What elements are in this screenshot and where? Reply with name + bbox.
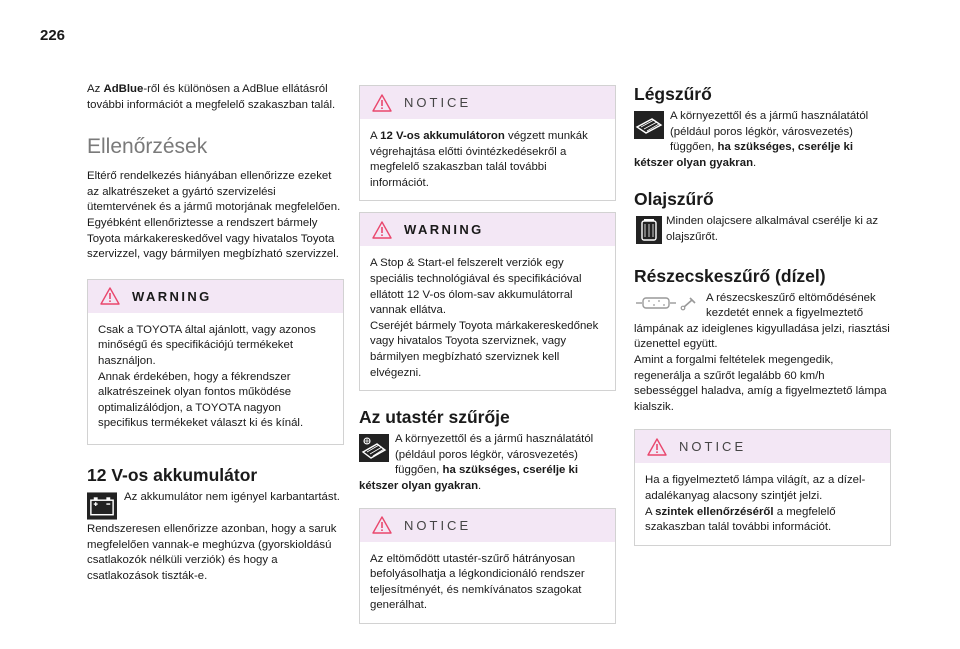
- column-1: [87, 82, 344, 584]
- battery-icon: [87, 492, 118, 520]
- warning-triangle-icon: [372, 221, 392, 239]
- particle-filter-icon: [634, 295, 700, 311]
- notice-label: NOTICE: [404, 95, 472, 110]
- notice-box-3: [634, 429, 891, 545]
- notice-box-1: [359, 85, 616, 201]
- adblue-intro: Az AdBlue-ről és különösen a AdBlue ellátásról további információt a megfelelő szakaszban talál.: [87, 83, 336, 111]
- warning-box-1: [87, 279, 344, 445]
- notice-triangle-icon: [372, 516, 392, 534]
- notice-triangle-icon: [372, 94, 392, 112]
- air-filter-text: A környezettől és a jármű használatától (például poros légkör, városvezetés) függően, ha szükséges, cserélje ki kétszer olyan gyakran.: [634, 110, 869, 169]
- warning-triangle-icon: [100, 287, 120, 305]
- battery-heading: 12 V-os akkumulátor: [87, 464, 258, 485]
- particle-filter-text: A részecskeszűrő eltömődésének kezdetét ennek a figyelmeztető lámpának az ideiglenes kigyulladása jelzi, riasztási üzenettel együtt. Amint a forgalmi feltételek megengedik, regenerálja a szűrőt legalább 60 km/h sebességgel haladva, amíg a figyelmeztető lámpa kialszik.: [634, 291, 890, 413]
- battery-icon-text: Az akkumulátor nem igényel karbantartást.: [124, 490, 340, 503]
- cabin-filter-icon: [359, 434, 389, 462]
- oil-filter-text: Minden olajcsere alkalmával cserélje ki az olajszűrőt.: [666, 215, 879, 243]
- warning-text: A Stop & Start-el felszerelt verziók egy speciális technológiával és specifikációval ellátott 12 V-os ólom-sav akkumulátorral vannak ellátva. Cseréjét bármely Toyota márkakereskedőnek vagy hivatalos Toyota szerviznek, vagy bármilyen megbízható szerviznek kell elvégezni.: [370, 257, 599, 379]
- air-filter-icon: [634, 111, 664, 139]
- notice-triangle-icon: [647, 438, 667, 456]
- oil-filter-heading: Olajszűrő: [634, 189, 714, 210]
- warning-label: WARNING: [132, 288, 212, 304]
- notice-text: Az eltömődött utastér-szűrő hátrányosan befolyásolhatja a légkondicionáló rendszer teljesítményét, és nemkívánatos szagokat generálhat.: [370, 552, 585, 612]
- warning-box-2: [359, 212, 616, 391]
- air-filter-heading: Légszűrő: [634, 84, 712, 104]
- warning-header: [88, 280, 343, 313]
- cabin-filter-text: A környezettől és a jármű használatától (például poros légkör, városvezetés) függően, ha szükséges, cserélje ki kétszer olyan gyakran.: [359, 433, 594, 492]
- column-2: [359, 85, 616, 624]
- notice-label: NOTICE: [404, 517, 472, 533]
- notice-label: NOTICE: [679, 439, 747, 455]
- notice-header: [360, 509, 615, 542]
- notice-text: A 12 V-os akkumulátoron végzett munkák végrehajtása előtti óvintézkedésekről a megfelelő szakaszban talál további információt.: [370, 130, 588, 189]
- checks-heading: Ellenőrzések: [87, 135, 208, 159]
- battery-text: Rendszeresen ellenőrizze azonban, hogy a saruk megfelelően vannak-e meghúzva (gyorskioldású csatlakozók nélküli verziók) és hogy a csatlakozások tiszták-e.: [87, 522, 337, 582]
- warning-header: [360, 213, 615, 246]
- page-number: 226: [40, 27, 66, 44]
- warning-label: WARNING: [404, 222, 484, 238]
- warning-text: Csak a TOYOTA által ajánlott, vagy azonos minőségű és specifikációjú termékeket használjon. Annak érdekében, hogy a fékrendszer alkatrészeinek olyan fontos működése optimalizálódjon, a TOYOTA nagyon specifikus termékeket választ ki és kínál.: [98, 323, 316, 430]
- notice-box-2: [359, 508, 616, 624]
- notice-text: Ha a figyelmeztető lámpa világít, az a dízel-adalékanyag alacsony szintjét jelzi. A szintek ellenőrzéséről a megfelelő szakaszban talál további információt.: [645, 474, 866, 534]
- notice-header: [635, 430, 890, 463]
- oil-filter-icon: [634, 216, 660, 244]
- particle-filter-heading: Részecskeszűrő (dízel): [634, 265, 826, 286]
- notice-header: [360, 86, 615, 119]
- checks-text: Eltérő rendelkezés hiányában ellenőrizze ezeket az alkatrészeket a gyártó szervizelési ütemtervének és a jármű motorjának megfelelően. Egyébként ellenőriztesse a rendszert bármely Toyota márkakereskedővel vagy hivatalos Toyota szervizzel, vagy bármilyen megbízható szervizzel.: [87, 170, 341, 261]
- column-3: [634, 84, 891, 546]
- cabin-filter-heading: Az utastér szűrője: [359, 407, 510, 428]
